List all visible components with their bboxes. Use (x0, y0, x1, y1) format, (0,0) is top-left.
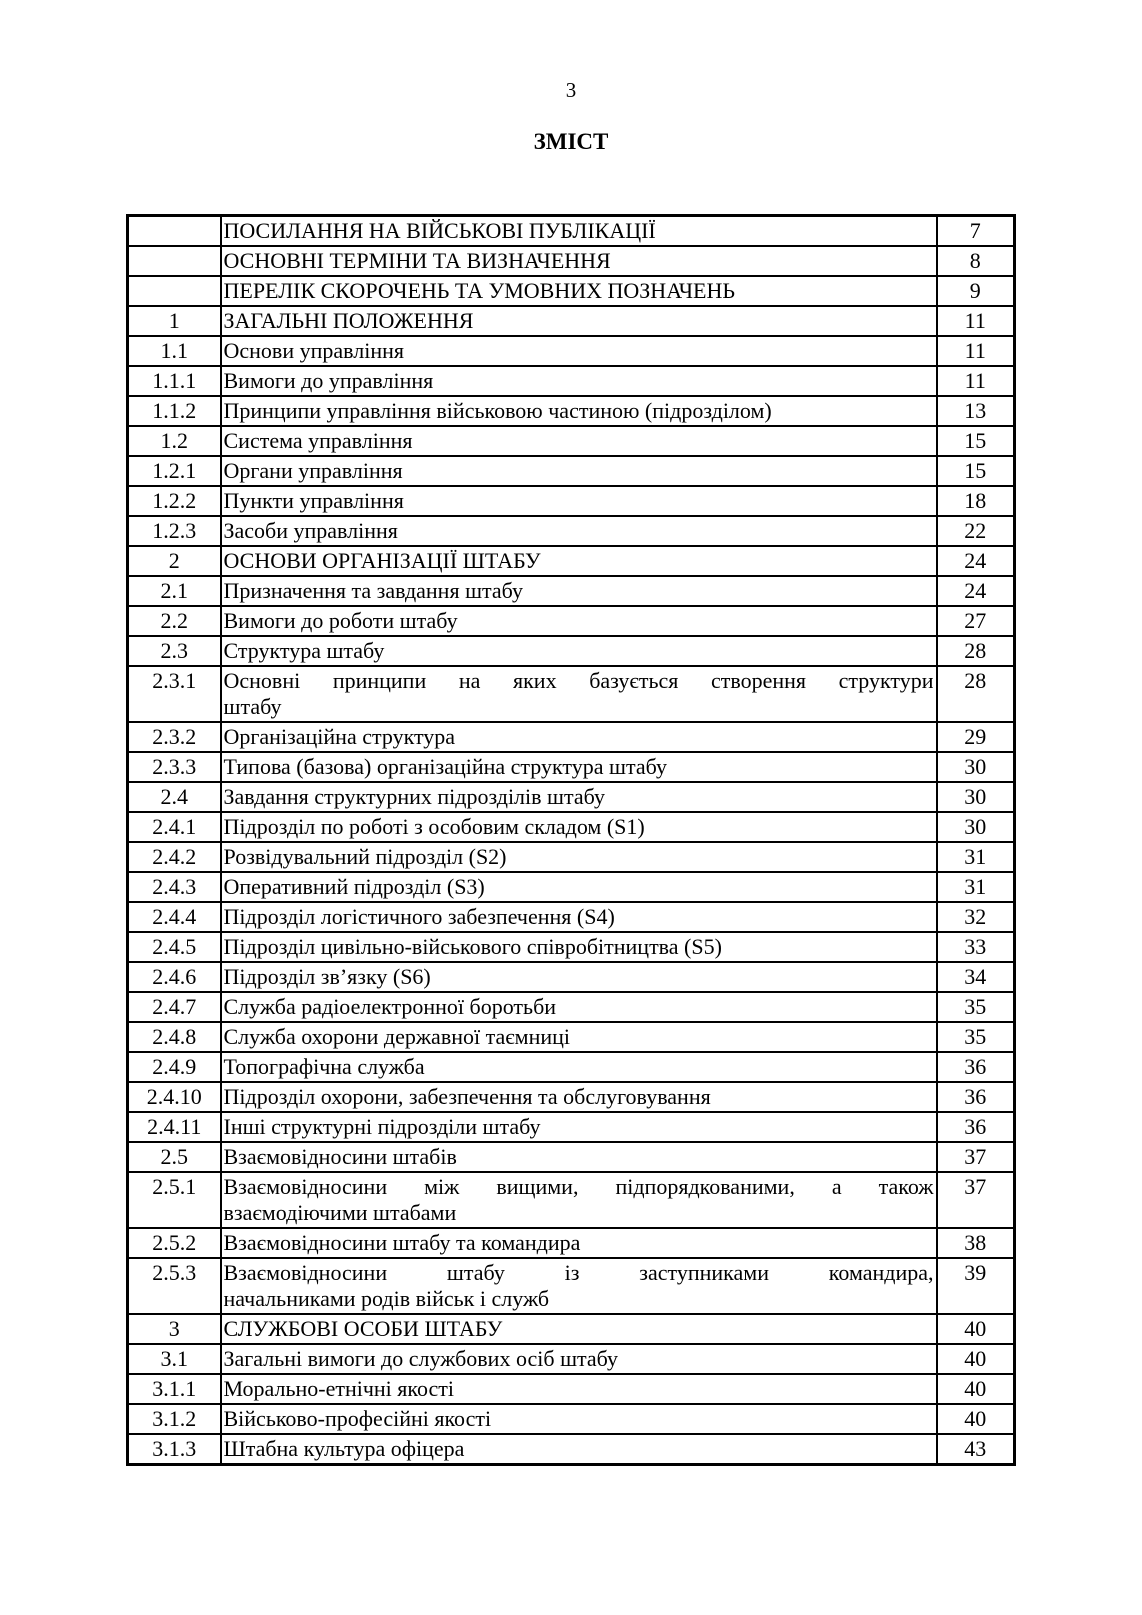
toc-row-title: Призначення та завдання штабу (221, 576, 937, 606)
toc-row-page: 32 (937, 902, 1015, 932)
toc-row-title: Органи управління (221, 456, 937, 486)
toc-row-title: Вимоги до управління (221, 366, 937, 396)
toc-row-page: 38 (937, 1228, 1015, 1258)
toc-row-number: 2.4.1 (128, 812, 221, 842)
toc-row (128, 1228, 1015, 1258)
toc-row-number: 1.2 (128, 426, 221, 456)
toc-row (128, 902, 1015, 932)
toc-row (128, 1172, 1015, 1228)
toc-row-page: 28 (937, 666, 1015, 722)
toc-row (128, 606, 1015, 636)
toc-row-title: Вимоги до роботи штабу (221, 606, 937, 636)
toc-row-number: 1.1.2 (128, 396, 221, 426)
toc-row (128, 812, 1015, 842)
toc-row (128, 842, 1015, 872)
toc-row-page: 9 (937, 276, 1015, 306)
toc-row-page: 29 (937, 722, 1015, 752)
toc-row-number: 2.4.5 (128, 932, 221, 962)
toc-row-number: 3.1.2 (128, 1404, 221, 1434)
toc-row-title: Інші структурні підрозділи штабу (221, 1112, 937, 1142)
toc-row-number: 2.4.8 (128, 1022, 221, 1052)
toc-row (128, 1258, 1015, 1314)
toc-row-number: 2.4.6 (128, 962, 221, 992)
toc-row (128, 1052, 1015, 1082)
toc-row (128, 1314, 1015, 1344)
toc-row-title: Загальні вимоги до службових осіб штабу (221, 1344, 937, 1374)
toc-row-number: 2.5 (128, 1142, 221, 1172)
toc-row-title-line: взаємодіючими штабами (223, 1200, 457, 1225)
toc-row-title (221, 1172, 937, 1228)
toc-row (128, 962, 1015, 992)
toc-row-title: Засоби управління (221, 516, 937, 546)
toc-row-number: 2.4.11 (128, 1112, 221, 1142)
toc-row-page: 36 (937, 1082, 1015, 1112)
toc-row-page: 11 (937, 306, 1015, 336)
toc-row-number: 2 (128, 546, 221, 576)
toc-row-page: 35 (937, 1022, 1015, 1052)
toc-row-page: 15 (937, 456, 1015, 486)
toc-row-title: Підрозділ по роботі з особовим складом (S1) (221, 812, 937, 842)
toc-row-title: Пункти управління (221, 486, 937, 516)
toc-row-page: 28 (937, 636, 1015, 666)
toc-row (128, 576, 1015, 606)
toc-row-title-line: Основні принципи на яких базується створення структури (223, 668, 934, 693)
toc-row-page: 35 (937, 992, 1015, 1022)
toc-row (128, 1142, 1015, 1172)
toc-row (128, 306, 1015, 336)
toc-row (128, 216, 1015, 247)
toc-row-number: 2.4.2 (128, 842, 221, 872)
toc-row (128, 336, 1015, 366)
toc-row-page: 31 (937, 842, 1015, 872)
toc-row-number: 2.3.2 (128, 722, 221, 752)
page-number: 3 (565, 78, 577, 102)
toc-row-page: 8 (937, 246, 1015, 276)
toc-row-title: Типова (базова) організаційна структура штабу (221, 752, 937, 782)
toc-row-title: Принципи управління військовою частиною (підрозділом) (221, 396, 937, 426)
toc-row-page: 30 (937, 752, 1015, 782)
toc-row-title-line: Взаємовідносини штабу із заступниками командира, (223, 1260, 934, 1285)
toc-row-page: 43 (937, 1434, 1015, 1465)
toc-row (128, 782, 1015, 812)
toc-row-page: 24 (937, 546, 1015, 576)
toc-row-number: 1.2.2 (128, 486, 221, 516)
toc-row-page: 13 (937, 396, 1015, 426)
toc-row-number: 2.5.1 (128, 1172, 221, 1228)
toc-row (128, 872, 1015, 902)
toc-row-number: 1.1 (128, 336, 221, 366)
toc-row-page: 7 (937, 216, 1015, 247)
toc-row-title: Служба охорони державної таємниці (221, 1022, 937, 1052)
toc-row-number: 2.4.7 (128, 992, 221, 1022)
toc-row-title: Взаємовідносини штабу та командира (221, 1228, 937, 1258)
toc-row-number: 2.5.3 (128, 1258, 221, 1314)
toc-row (128, 426, 1015, 456)
toc-row-title: Підрозділ охорони, забезпечення та обслуговування (221, 1082, 937, 1112)
toc-row-title: Підрозділ зв’язку (S6) (221, 962, 937, 992)
toc-row (128, 636, 1015, 666)
toc-row-number: 2.4.10 (128, 1082, 221, 1112)
toc-row (128, 516, 1015, 546)
toc-row-page: 37 (937, 1172, 1015, 1228)
toc-row-title: Штабна культура офіцера (221, 1434, 937, 1465)
toc-row-number (128, 216, 221, 247)
toc-row-page: 36 (937, 1052, 1015, 1082)
toc-row-number: 1.2.1 (128, 456, 221, 486)
toc-row-title: Система управління (221, 426, 937, 456)
toc-row (128, 1344, 1015, 1374)
toc-row-number (128, 246, 221, 276)
toc-row (128, 486, 1015, 516)
toc-row-title: Військово-професійні якості (221, 1404, 937, 1434)
toc-row-title: Підрозділ логістичного забезпечення (S4) (221, 902, 937, 932)
toc-row-title (221, 666, 937, 722)
toc-row-title: ПЕРЕЛІК СКОРОЧЕНЬ ТА УМОВНИХ ПОЗНАЧЕНЬ (221, 276, 937, 306)
toc-row-number: 2.4.3 (128, 872, 221, 902)
toc-row-title: Розвідувальний підрозділ (S2) (221, 842, 937, 872)
toc-row-page: 27 (937, 606, 1015, 636)
toc-row-title: СЛУЖБОВІ ОСОБИ ШТАБУ (221, 1314, 937, 1344)
toc-row-title: ОСНОВИ ОРГАНІЗАЦІЇ ШТАБУ (221, 546, 937, 576)
toc-row-number: 3 (128, 1314, 221, 1344)
toc-row (128, 666, 1015, 722)
toc-row-number: 1 (128, 306, 221, 336)
toc-row (128, 246, 1015, 276)
toc-row-page: 18 (937, 486, 1015, 516)
toc-row-title: Морально-етнічні якості (221, 1374, 937, 1404)
toc-row-page: 24 (937, 576, 1015, 606)
toc-row (128, 456, 1015, 486)
toc-row-number: 2.4 (128, 782, 221, 812)
toc-table-body (128, 216, 1015, 1465)
toc-row-number (128, 276, 221, 306)
toc-row-title: Взаємовідносини штабів (221, 1142, 937, 1172)
toc-row-number: 3.1 (128, 1344, 221, 1374)
toc-row (128, 1082, 1015, 1112)
toc-row-page: 34 (937, 962, 1015, 992)
toc-row (128, 1112, 1015, 1142)
toc-row-page: 39 (937, 1258, 1015, 1314)
toc-row-page: 11 (937, 366, 1015, 396)
toc-row-title: ПОСИЛАННЯ НА ВІЙСЬКОВІ ПУБЛІКАЦІЇ (221, 216, 937, 247)
toc-row-title-line: Взаємовідносини між вищими, підпорядкованими, а також (223, 1174, 934, 1199)
toc-row-page: 37 (937, 1142, 1015, 1172)
toc-row-title-line: штабу (223, 694, 282, 719)
toc-row (128, 396, 1015, 426)
toc-row (128, 366, 1015, 396)
toc-row-title: ОСНОВНІ ТЕРМІНИ ТА ВИЗНАЧЕННЯ (221, 246, 937, 276)
toc-row-page: 30 (937, 782, 1015, 812)
toc-row-number: 2.2 (128, 606, 221, 636)
toc-row (128, 546, 1015, 576)
toc-row-title: Завдання структурних підрозділів штабу (221, 782, 937, 812)
toc-row-number: 2.5.2 (128, 1228, 221, 1258)
toc-row (128, 1404, 1015, 1434)
toc-row-number: 2.4.9 (128, 1052, 221, 1082)
toc-row-page: 40 (937, 1344, 1015, 1374)
toc-row-page: 40 (937, 1404, 1015, 1434)
toc-row (128, 932, 1015, 962)
toc-row (128, 752, 1015, 782)
document-title: ЗМІСТ (533, 129, 609, 154)
toc-row-title-line: начальниками родів військ і служб (223, 1286, 550, 1311)
toc-row-page: 31 (937, 872, 1015, 902)
toc-row-title: Оперативний підрозділ (S3) (221, 872, 937, 902)
toc-row-number: 2.4.4 (128, 902, 221, 932)
toc-row-page: 33 (937, 932, 1015, 962)
toc-row (128, 276, 1015, 306)
toc-row-title: Підрозділ цивільно-військового співробітництва (S5) (221, 932, 937, 962)
toc-row-number: 1.1.1 (128, 366, 221, 396)
toc-row (128, 722, 1015, 752)
toc-row-number: 3.1.1 (128, 1374, 221, 1404)
toc-row-title: Служба радіоелектронної боротьби (221, 992, 937, 1022)
toc-row-page: 11 (937, 336, 1015, 366)
toc-row-number: 2.1 (128, 576, 221, 606)
toc-row-title: Топографічна служба (221, 1052, 937, 1082)
toc-row (128, 992, 1015, 1022)
toc-row-page: 40 (937, 1374, 1015, 1404)
toc-row-title: Основи управління (221, 336, 937, 366)
toc-row-number: 2.3 (128, 636, 221, 666)
toc-row-title: ЗАГАЛЬНІ ПОЛОЖЕННЯ (221, 306, 937, 336)
toc-row-page: 22 (937, 516, 1015, 546)
toc-row-page: 15 (937, 426, 1015, 456)
toc-row (128, 1022, 1015, 1052)
toc-row (128, 1374, 1015, 1404)
toc-row (128, 1434, 1015, 1465)
toc-row-number: 2.3.1 (128, 666, 221, 722)
toc-row-title: Структура штабу (221, 636, 937, 666)
toc-row-page: 36 (937, 1112, 1015, 1142)
toc-row-number: 2.3.3 (128, 752, 221, 782)
toc-row-title (221, 1258, 937, 1314)
toc-row-number: 1.2.3 (128, 516, 221, 546)
toc-table (126, 214, 1016, 1466)
toc-row-page: 40 (937, 1314, 1015, 1344)
toc-row-number: 3.1.3 (128, 1434, 221, 1465)
toc-row-title: Організаційна структура (221, 722, 937, 752)
toc-row-page: 30 (937, 812, 1015, 842)
